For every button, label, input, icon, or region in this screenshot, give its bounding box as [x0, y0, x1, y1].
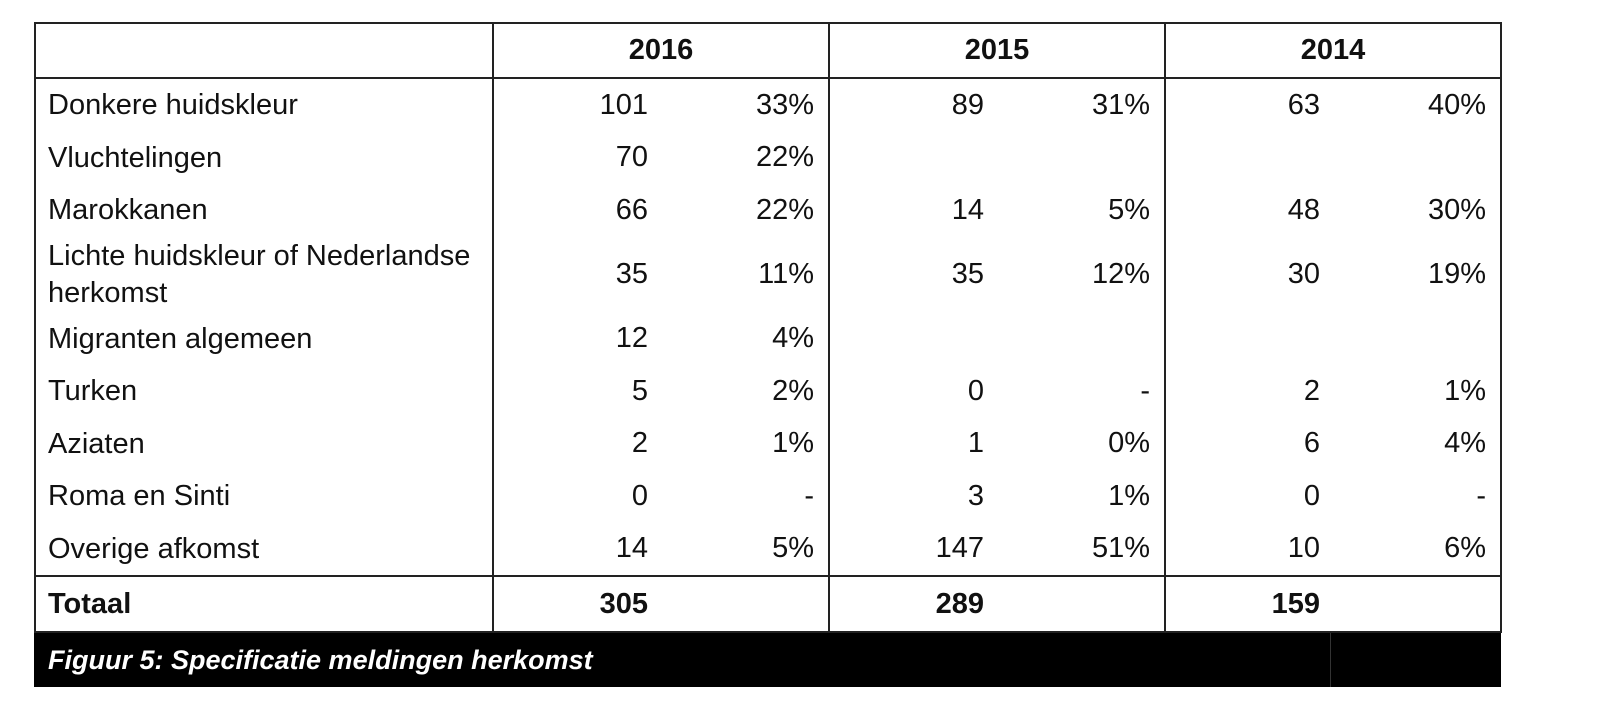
row-label: Lichte huidskleur of Nederlandse herkomst	[35, 237, 493, 313]
total-percent-cell	[1334, 576, 1501, 632]
percent-cell	[1334, 132, 1501, 185]
table-row	[35, 184, 1501, 237]
percent-cell: 19%	[1334, 237, 1501, 313]
caption-divider	[1330, 633, 1331, 687]
percent-cell: 6%	[1334, 523, 1501, 577]
row-label: Roma en Sinti	[35, 470, 493, 523]
count-cell: 101	[599, 88, 648, 121]
count-cell: 70	[615, 141, 648, 174]
table-row	[35, 365, 1501, 418]
row-label: Marokkanen	[35, 184, 493, 237]
percent-cell: 5%	[662, 523, 829, 577]
table-header-row	[35, 23, 1501, 78]
percent-cell: -	[662, 470, 829, 523]
count-cell: 14	[615, 532, 648, 565]
count-cell: 0	[967, 374, 985, 407]
count-cell: 35	[951, 258, 985, 290]
percent-cell: 2%	[662, 365, 829, 418]
percent-cell: 22%	[662, 184, 829, 237]
count-cell	[829, 313, 998, 366]
row-label: Vluchtelingen	[35, 132, 493, 185]
percent-cell: -	[998, 365, 1165, 418]
count-cell: 10	[1287, 532, 1321, 565]
percent-cell: 0%	[998, 418, 1165, 471]
table-row	[35, 132, 1501, 185]
table-row	[35, 313, 1501, 366]
count-cell	[829, 132, 998, 185]
year-header-2015: 2015	[829, 23, 1165, 78]
count-cell: 14	[951, 193, 985, 226]
count-cell	[1165, 132, 1334, 185]
count-cell: 2	[631, 427, 648, 460]
count-cell: 30	[1287, 258, 1321, 290]
figure-caption-bar	[34, 633, 1501, 687]
total-percent-cell	[998, 576, 1165, 632]
row-label: Turken	[35, 365, 493, 418]
count-cell: 35	[615, 258, 648, 290]
total-count-cell: 289	[829, 576, 998, 632]
table-row	[35, 78, 1501, 132]
table-row	[35, 237, 1501, 313]
count-cell: 66	[615, 193, 648, 226]
count-cell: 147	[935, 532, 985, 565]
percent-cell: 22%	[662, 132, 829, 185]
percent-cell: 1%	[1334, 365, 1501, 418]
count-cell: 2	[1303, 374, 1321, 407]
count-cell: 6	[1303, 427, 1321, 460]
percent-cell: 4%	[662, 313, 829, 366]
percent-cell: 30%	[1334, 184, 1501, 237]
count-cell: 3	[967, 479, 985, 512]
percent-cell: 11%	[662, 237, 829, 313]
row-label: Migranten algemeen	[35, 313, 493, 366]
total-count-cell: 159	[1165, 576, 1334, 632]
percent-cell: 5%	[998, 184, 1165, 237]
percent-cell	[998, 132, 1165, 185]
table-row	[35, 523, 1501, 577]
specification-table-figure	[34, 22, 1501, 687]
table-row	[35, 470, 1501, 523]
percent-cell: 40%	[1334, 78, 1501, 132]
count-cell: 0	[631, 479, 648, 512]
figure-caption: Figuur 5: Specificatie meldingen herkomst	[48, 645, 593, 675]
percent-cell	[998, 313, 1165, 366]
count-cell	[1165, 313, 1334, 366]
row-label: Aziaten	[35, 418, 493, 471]
percent-cell: 51%	[998, 523, 1165, 577]
row-label: Overige afkomst	[35, 523, 493, 577]
table-row	[35, 418, 1501, 471]
percent-cell: 33%	[662, 78, 829, 132]
header-empty-cell	[35, 23, 493, 78]
count-cell: 1	[967, 427, 985, 460]
total-count-cell: 305	[493, 576, 662, 632]
row-label: Donkere huidskleur	[35, 78, 493, 132]
total-label: Totaal	[35, 576, 493, 632]
count-cell: 89	[951, 88, 985, 121]
total-row	[35, 576, 1501, 632]
count-cell: 12	[615, 322, 648, 355]
count-cell: 5	[631, 374, 648, 407]
origin-reports-table	[34, 22, 1502, 633]
count-cell: 0	[1303, 479, 1321, 512]
count-cell: 48	[1287, 193, 1321, 226]
total-percent-cell	[662, 576, 829, 632]
percent-cell: 12%	[998, 237, 1165, 313]
percent-cell: 1%	[662, 418, 829, 471]
table-body	[35, 23, 1501, 632]
percent-cell: 1%	[998, 470, 1165, 523]
percent-cell: 31%	[998, 78, 1165, 132]
year-header-2016: 2016	[493, 23, 829, 78]
percent-cell	[1334, 313, 1501, 366]
count-cell: 63	[1287, 88, 1321, 121]
year-header-2014: 2014	[1165, 23, 1501, 78]
percent-cell: -	[1334, 470, 1501, 523]
percent-cell: 4%	[1334, 418, 1501, 471]
